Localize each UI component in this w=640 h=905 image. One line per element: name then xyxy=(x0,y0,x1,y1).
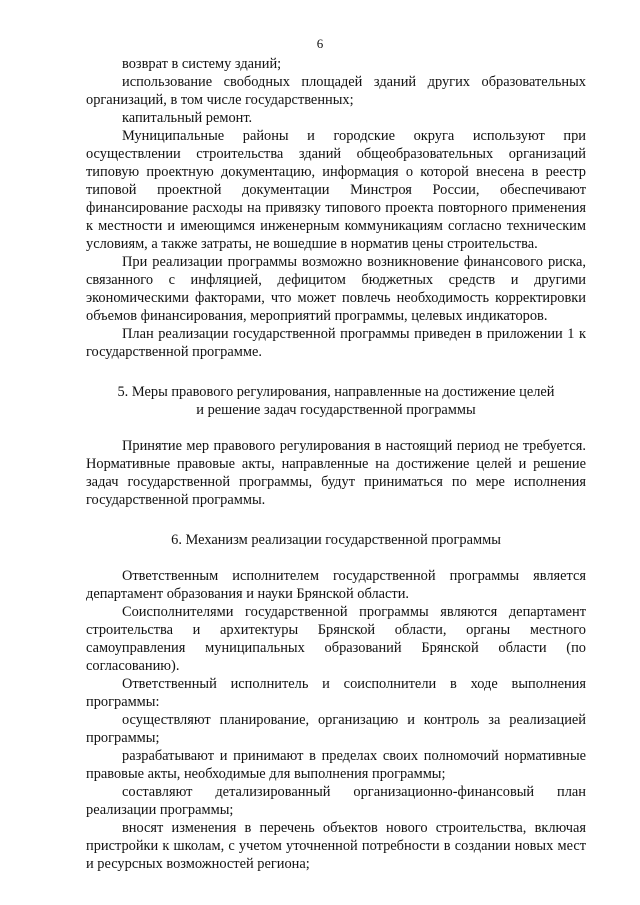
section-6-paragraph: Ответственным исполнителем государственной программы является департамент образования и науки Брянской области. xyxy=(86,568,586,602)
section-5-heading-line2: и решение задач государственной программы xyxy=(196,402,476,418)
paragraph: использование свободных площадей зданий других образовательных организаций, в том числе государственных; xyxy=(86,74,586,108)
paragraph: План реализации государственной программы приведен в приложении 1 к государственной программе. xyxy=(86,326,586,360)
paragraph: Муниципальные районы и городские округа используют при осуществлении строительства зданий общеобразовательных организаций типовую проектную документацию, информация о которой внесена в реестр типовой проектной документации Минстроя России, обеспечивают финансирование расходы на привязку типового проекта повторного применения к местности и имеющимся инженерным коммуникациям согласно техническим условиям, а также затраты, не вошедшие в норматив цены строительства. xyxy=(86,128,586,252)
section-6-paragraph: Соисполнителями государственной программы являются департамент строительства и архитектуры Брянской области, органы местного самоуправления муниципальных образований Брянской области (по согласованию). xyxy=(86,604,586,674)
page-number: 6 xyxy=(316,36,324,51)
section-5-paragraph: Принятие мер правового регулирования в настоящий период не требуется. Нормативные правовые акты, направленные на достижение целей и решение задач государственной программы, будут приниматься по мере исполнения государственной программы. xyxy=(86,438,586,508)
paragraph: капитальный ремонт. xyxy=(122,110,253,126)
paragraph: При реализации программы возможно возникновение финансового риска, связанного с инфляцией, дефицитом бюджетных средств и другими экономическими факторами, что может повлечь необходимость корректировки объемов финансирования, мероприятий программы, целевых индикаторов. xyxy=(86,254,586,324)
section-5-heading xyxy=(86,383,586,419)
section-6-heading: 6. Механизм реализации государственной программы xyxy=(171,532,501,548)
section-6-paragraph: Ответственный исполнитель и соисполнители в ходе выполнения программы: xyxy=(86,676,586,710)
paragraph: возврат в систему зданий; xyxy=(122,56,282,72)
document-body xyxy=(86,55,586,873)
section-6-paragraph: составляют детализированный организационно-финансовый план реализации программы; xyxy=(86,784,586,818)
section-5-heading-line1: 5. Меры правового регулирования, направленные на достижение целей xyxy=(117,384,555,400)
section-6-paragraph: осуществляют планирование, организацию и контроль за реализацией программы; xyxy=(86,712,586,746)
section-6-paragraph: вносят изменения в перечень объектов нового строительства, включая пристройки к школам, с учетом уточненной потребности в создании новых мест и ресурсных возможностей региона; xyxy=(86,820,586,872)
section-6-paragraph: разрабатывают и принимают в пределах своих полномочий нормативные правовые акты, необходимые для выполнения программы; xyxy=(86,748,586,782)
